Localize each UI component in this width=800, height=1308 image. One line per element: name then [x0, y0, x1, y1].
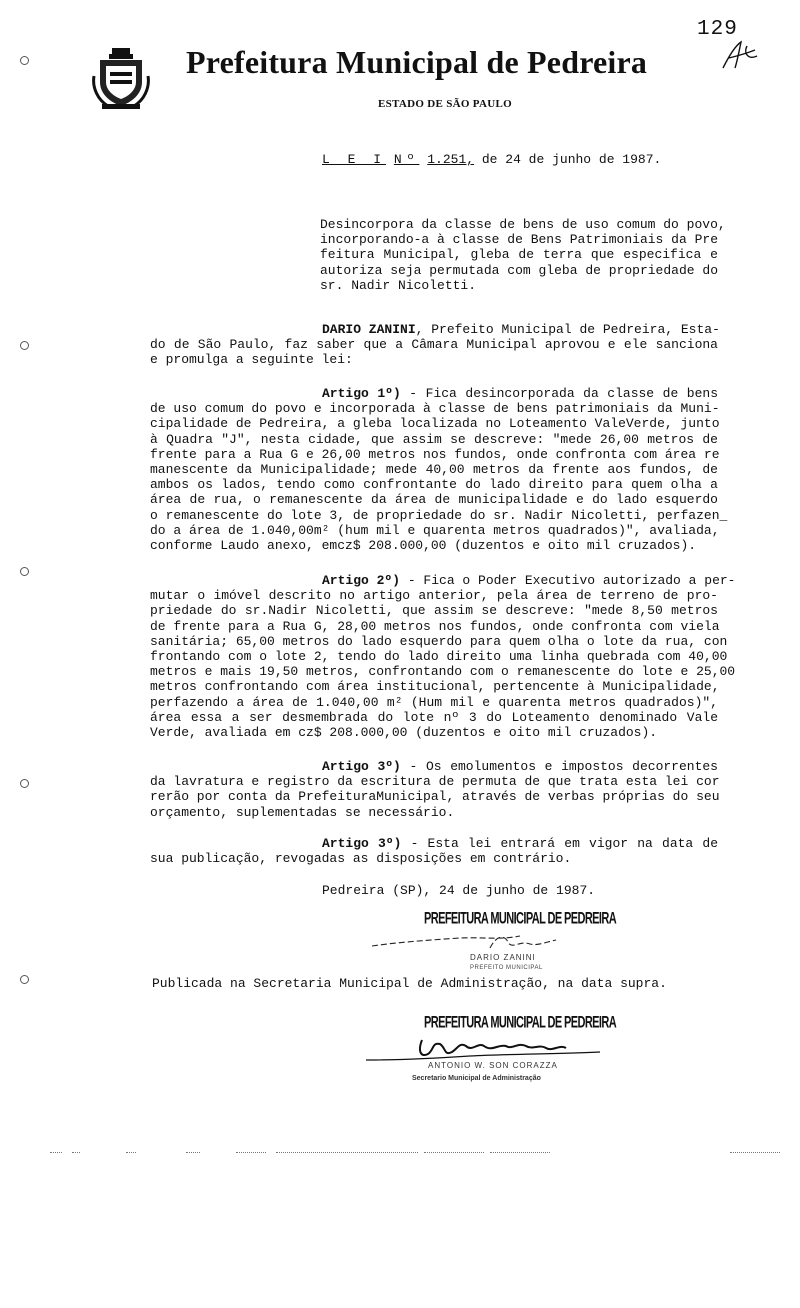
preamble: [150, 322, 718, 368]
article-1-line: área de rua, o remanescente da área de municipalidade e do lado esquerdo: [150, 492, 718, 508]
mayor-name: DARIO ZANINI: [322, 322, 416, 337]
page-subtitle: ESTADO DE SÃO PAULO: [378, 98, 512, 110]
article-4: [150, 836, 718, 866]
article-2-line: frontando com o lote 2, tendo do lado direito uma linha quebrada com 40,00: [150, 649, 728, 665]
publication-note: Publicada na Secretaria Municipal de Administração, na data supra.: [152, 976, 667, 991]
article-1-line: cipalidade de Pedreira, a gleba localizada no Loteamento ValeVerde, junto: [150, 416, 720, 432]
secretary-signature-name: ANTONIO W. SON CORAZZA: [428, 1061, 558, 1070]
article-3-label: Artigo 3º): [322, 759, 401, 774]
punch-hole-icon: [20, 567, 29, 576]
article-1-line: conforme Laudo anexo, emcz$ 208.000,00 (duzentos e oito mil cruzados).: [150, 538, 697, 554]
article-3-line: rerão por conta da PrefeituraMunicipal, através de verbas próprias do seu: [150, 789, 720, 805]
preamble-line: do de São Paulo, faz saber que a Câmara Municipal aprovou e ele sanciona: [150, 337, 718, 353]
footer-divider: [490, 1152, 550, 1153]
law-label: L E I: [322, 152, 387, 167]
punch-hole-icon: [20, 341, 29, 350]
summary-line: sr. Nadir Nicoletti.: [320, 277, 477, 293]
secretary-office-stamp: PREFEITURA MUNICIPAL DE PEDREIRA: [424, 1014, 617, 1032]
preamble-line: e promulga a seguinte lei:: [150, 352, 353, 368]
law-number-label: Nº: [393, 152, 420, 167]
article-1: [150, 386, 728, 554]
summary-line: incorporando-a à classe de Bens Patrimoniais da Pre: [320, 232, 718, 248]
article-2-line: mutar o imóvel descrito no artigo anterior, pela área de terreno de pro-: [150, 588, 718, 604]
article-2-line: metros e mais 19,50 metros, confrontando com o remanescente do lote e 25,00: [150, 664, 736, 680]
law-number: 1.251,: [427, 152, 475, 167]
mayor-signature-role: PREFEITO MUNICIPAL: [470, 965, 543, 971]
footer-divider: [424, 1152, 484, 1153]
footer-divider: [276, 1152, 418, 1153]
mayor-office-stamp: PREFEITURA MUNICIPAL DE PEDREIRA: [424, 910, 617, 928]
footer-divider: [126, 1152, 136, 1153]
article-3: [150, 759, 718, 820]
article-2-label: Artigo 2º): [322, 573, 401, 588]
article-2: [150, 573, 736, 741]
footer-divider: [236, 1152, 266, 1153]
article-1-line: à Quadra "J", nesta cidade, que assim se descreve: "mede 26,00 metros de: [150, 431, 718, 447]
municipal-crest-icon: [92, 46, 150, 110]
article-2-line: sanitária; 65,00 metros do lado esquerdo para quem olha o lote da rua, con: [150, 633, 728, 649]
article-3-line: da lavratura e registro da escritura de permuta de que trata esta lei cor: [150, 774, 720, 790]
preamble-first-line: , Prefeito Municipal de Pedreira, Esta-: [415, 322, 720, 337]
place-and-date: Pedreira (SP), 24 de junho de 1987.: [322, 883, 596, 898]
article-2-line: perfazendo a área de 1.040,00 m² (Hum mil e quarenta metros quadrados)",: [150, 694, 718, 710]
article-1-line: manescente da Municipalidade; mede 40,00 metros da frente aos fundos, de: [150, 462, 718, 478]
article-1-label: Artigo 1º): [322, 386, 401, 401]
article-3-first-line: - Os emolumentos e impostos decorrentes: [400, 759, 718, 774]
article-4-label: Artigo 3º): [322, 836, 402, 851]
summary-line: autoriza seja permutada com gleba de propriedade do: [320, 262, 718, 278]
summary-line: feitura Municipal, gleba de terra que especifica e: [320, 247, 718, 263]
punch-hole-icon: [20, 975, 29, 984]
article-1-first-line: - Fica desincorporada da classe de bens: [400, 386, 718, 401]
article-2-line: metros confrontando com área institucional, pertencente à Municipalidade,: [150, 679, 720, 695]
article-4-line: sua publicação, revogadas as disposições em contrário.: [150, 851, 572, 867]
law-date: de 24 de junho de 1987.: [481, 152, 662, 167]
article-1-line: o remanescente do lote 3, de propriedade do sr. Nadir Nicoletti, perfazen_: [150, 507, 728, 523]
footer-divider: [186, 1152, 200, 1153]
footer-divider: [730, 1152, 780, 1153]
punch-hole-icon: [20, 56, 29, 65]
summary-line: Desincorpora da classe de bens de uso comum do povo,: [320, 217, 726, 232]
article-2-line: priedade do sr.Nadir Nicoletti, que assim se descreve: "mede 8,50 metros: [150, 603, 718, 619]
law-summary: [320, 217, 726, 293]
article-2-line: área essa a ser desmembrada do lote nº 3 do Loteamento denominado Vale: [150, 709, 718, 725]
secretary-signature-role: Secretario Municipal de Administração: [412, 1075, 541, 1082]
page-number: 129: [697, 18, 738, 41]
article-2-line: de frente para a Rua G, 28,00 metros nos fundos, onde confronta com viela: [150, 618, 720, 634]
handwritten-initial-icon: [719, 38, 761, 72]
article-2-line: Verde, avaliada em cz$ 208.000,00 (duzentos e oito mil cruzados).: [150, 725, 658, 741]
mayor-signature-name: DARIO ZANINI: [470, 953, 536, 962]
law-heading: [322, 152, 661, 167]
article-4-first-line: - Esta lei entrará em vigor na data de: [401, 836, 719, 851]
article-1-line: de uso comum do povo e incorporada à classe de bens patrimoniais da Muni-: [150, 401, 720, 417]
punch-hole-icon: [20, 779, 29, 788]
article-1-line: do a área de 1.040,00m² (hum mil e quarenta metros quadrados)", avaliada,: [150, 522, 720, 538]
article-1-line: ambos os lados, tendo como confrontante do lado direito para quem olha a: [150, 477, 718, 493]
article-1-line: frente para a Rua G e 26,00 metros nos fundos, onde confronta com área re: [150, 446, 720, 462]
article-3-line: orçamento, suplementadas se necessário.: [150, 804, 455, 820]
footer-divider: [72, 1152, 80, 1153]
footer-divider: [50, 1152, 62, 1153]
page-title: Prefeitura Municipal de Pedreira: [186, 44, 648, 80]
article-2-first-line: - Fica o Poder Executivo autorizado a per-: [400, 573, 736, 588]
